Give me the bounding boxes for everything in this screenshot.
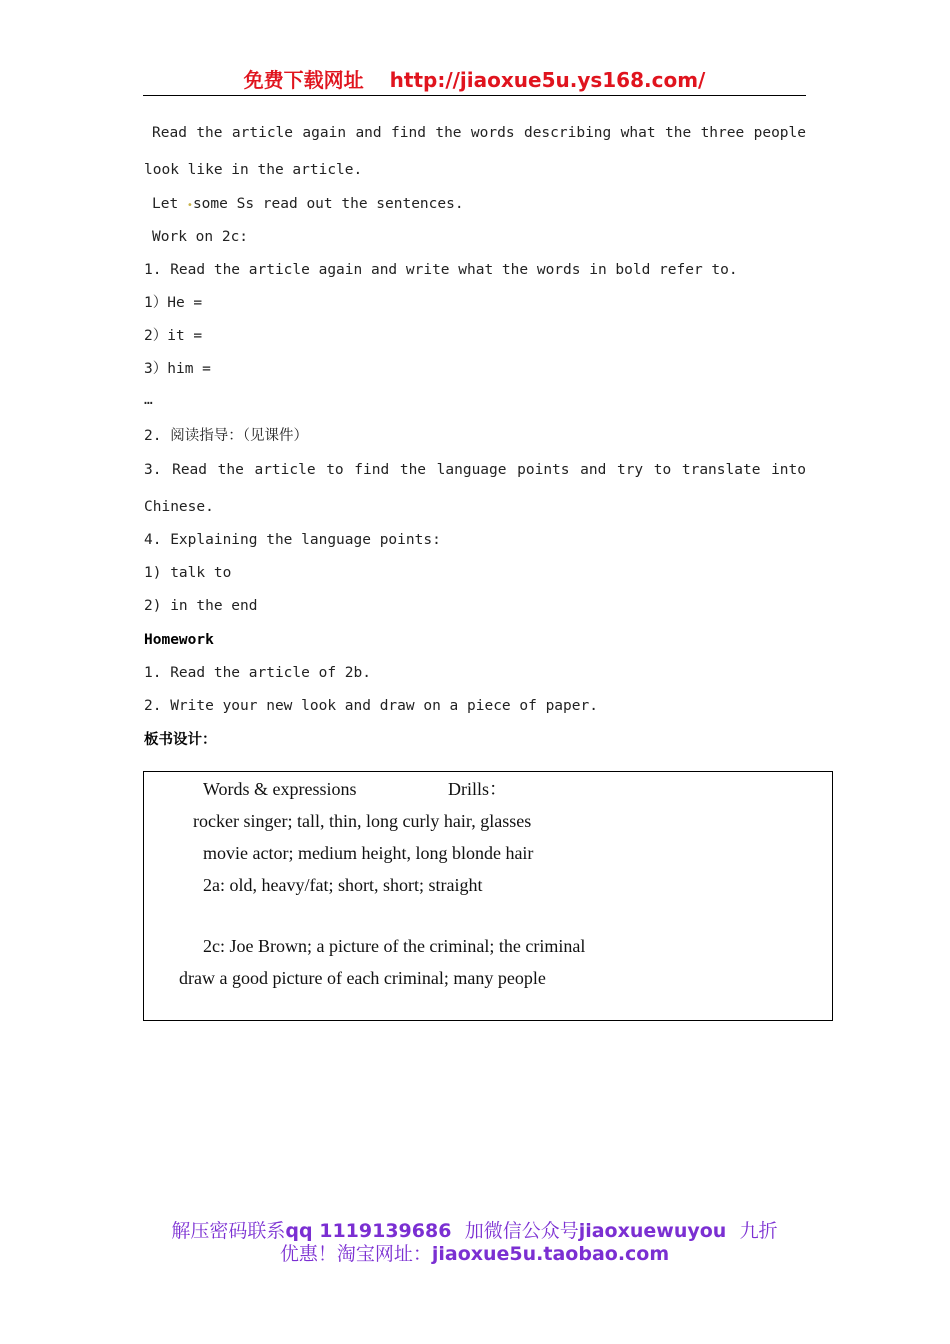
- list-item: 1) talk to: [144, 565, 232, 581]
- footer-line: [143, 1242, 806, 1266]
- blackboard-design-box: [143, 771, 833, 1021]
- footer-text: 优惠！淘宝网址：: [279, 1243, 432, 1265]
- ellipsis: …: [144, 392, 153, 408]
- list-item: Chinese.: [144, 499, 214, 515]
- footer-text: 加微信公众号: [464, 1220, 579, 1242]
- footer-wechat: jiaoxuewuyou: [578, 1220, 727, 1242]
- board-column-heading: Words & expressions: [203, 779, 357, 799]
- list-item: 3. Read the article to find the language points and try to translate into: [144, 462, 806, 478]
- list-item: 2) in the end: [144, 598, 258, 614]
- list-item: 2）it =: [144, 328, 203, 344]
- paragraph-line: Read the article again and find the words describing what the three people: [152, 125, 806, 141]
- footer-text: 九折: [739, 1220, 778, 1242]
- footer-text: 解压密码联系: [171, 1220, 286, 1242]
- board-line: movie actor; medium height, long blonde hair: [203, 843, 534, 863]
- paragraph-text: Let: [152, 196, 187, 212]
- list-item: 2. Write your new look and draw on a piece of paper.: [144, 698, 598, 714]
- page-header: [143, 66, 806, 94]
- board-line: rocker singer; tall, thin, long curly hair, glasses: [193, 811, 532, 831]
- header-divider: [143, 95, 806, 96]
- header-url-link[interactable]: http://jiaoxue5u.ys168.com/: [389, 68, 706, 92]
- paragraph-line: [152, 195, 464, 215]
- section-heading: Homework: [144, 632, 214, 648]
- section-heading: 板书设计：: [144, 732, 217, 748]
- list-item: 2. 阅读指导：（见课件）: [144, 428, 308, 444]
- footer-qq: qq 1119139686: [285, 1220, 452, 1242]
- list-item: 1）He =: [144, 295, 203, 311]
- edit-mark-icon: •: [186, 200, 193, 211]
- board-line: 2c: Joe Brown; a picture of the criminal; the criminal: [203, 936, 586, 956]
- paragraph-line: Work on 2c:: [152, 229, 249, 245]
- paragraph-text: some Ss read out the sentences.: [192, 196, 464, 212]
- list-item: 4. Explaining the language points:: [144, 532, 441, 548]
- list-item: 1. Read the article again and write what the words in bold refer to.: [144, 262, 738, 278]
- footer-line: [143, 1219, 806, 1243]
- list-item: 3）him =: [144, 361, 211, 377]
- header-title: 免费下载网址: [243, 68, 364, 92]
- paragraph-line: look like in the article.: [144, 162, 363, 178]
- board-column-heading: Drills：: [448, 779, 508, 799]
- board-line: draw a good picture of each criminal; many people: [179, 968, 546, 988]
- board-line: 2a: old, heavy/fat; short, short; straight: [203, 875, 483, 895]
- footer-taobao-link[interactable]: jiaoxue5u.taobao.com: [431, 1243, 670, 1265]
- list-item: 1. Read the article of 2b.: [144, 665, 371, 681]
